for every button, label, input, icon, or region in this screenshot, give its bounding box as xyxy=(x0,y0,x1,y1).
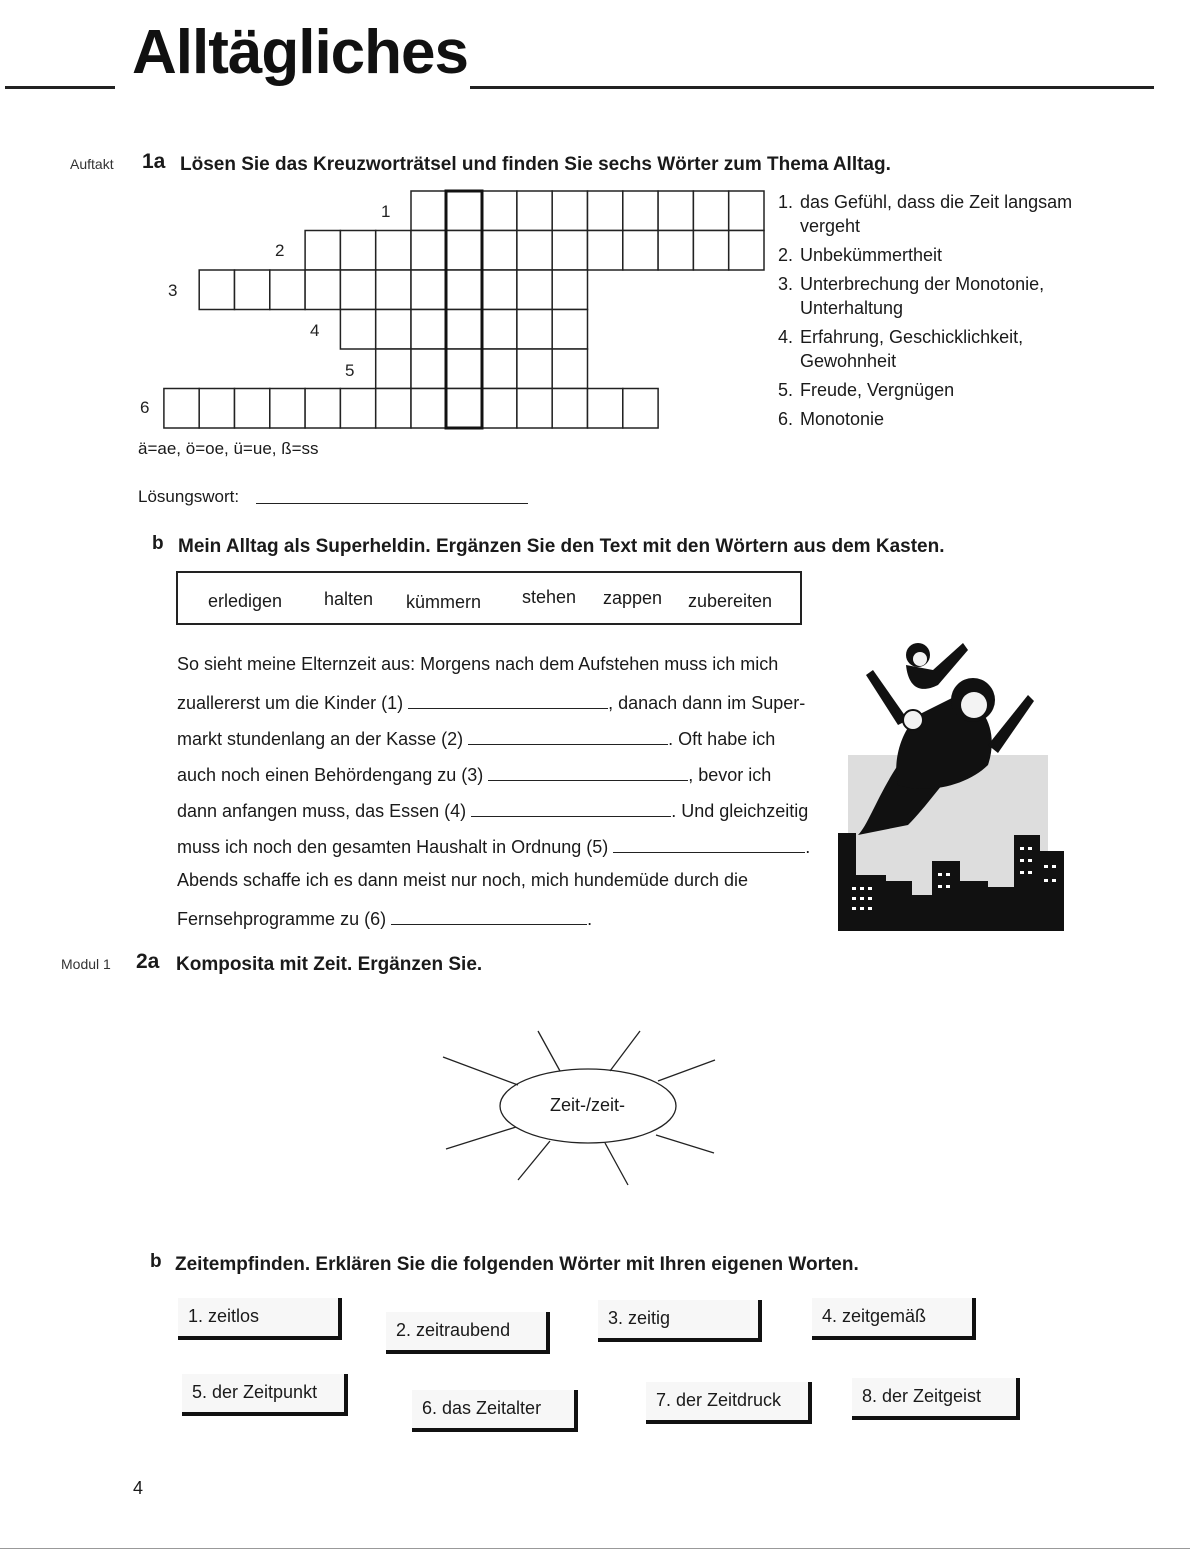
crossword-cell xyxy=(411,270,446,310)
word-card-zeitdruck[interactable]: 7. der Zeitdruck xyxy=(646,1382,812,1424)
clue-6: 6. Monotonie xyxy=(778,409,885,429)
crossword-cell xyxy=(693,191,728,231)
crossword-cell xyxy=(552,191,587,231)
crossword-cell xyxy=(588,231,623,271)
text-line-1: So sieht meine Elternzeit aus: Morgens nach dem Aufstehen muss ich mich xyxy=(177,654,779,674)
crossword-cell xyxy=(235,389,270,429)
section-label-auftakt: Auftakt xyxy=(70,156,114,172)
gap-3[interactable] xyxy=(488,762,688,781)
bottom-rule xyxy=(0,1548,1190,1549)
crossword-cell xyxy=(376,349,411,389)
crossword-cell xyxy=(376,310,411,350)
text-line-7: Abends schaffe ich es dann meist nur noch, mich hundemüde durch die xyxy=(177,870,749,890)
text-line-6: muss ich noch den gesamten Haushalt in Ordnung (5) . xyxy=(177,834,810,858)
word-map-ray xyxy=(518,1141,550,1180)
exercise-2b-heading: Zeitempfinden. Erklären Sie die folgenden Wörter mit Ihren eigenen Worten. xyxy=(175,1254,859,1275)
crossword-cell xyxy=(482,231,517,271)
text-line-2: zuallererst um die Kinder (1) , danach dann im Super- xyxy=(177,690,805,714)
crossword-cell xyxy=(340,270,375,310)
crossword-cell xyxy=(305,270,340,310)
crossword-cell xyxy=(411,231,446,271)
crossword-cell xyxy=(376,389,411,429)
word-card-zeitgeist[interactable]: 8. der Zeitgeist xyxy=(852,1378,1020,1420)
crossword-cell xyxy=(376,270,411,310)
word-erledigen: erledigen xyxy=(208,591,283,611)
page-number: 4 xyxy=(133,1478,144,1498)
crossword-cell xyxy=(552,270,587,310)
exercise-number-1a: 1a xyxy=(142,150,166,173)
crossword-cell xyxy=(588,191,623,231)
crossword-cell xyxy=(482,191,517,231)
crossword-cell xyxy=(552,389,587,429)
crossword-cell xyxy=(340,310,375,350)
crossword-cell xyxy=(517,270,552,310)
exercise-number-1b: b xyxy=(152,533,164,554)
clue-3: 3. Unterbrechung der Monotonie, Unterhaltung xyxy=(778,274,1045,318)
umlaut-note: ä=ae, ö=oe, ü=ue, ß=ss xyxy=(138,439,319,458)
solution-label: Lösungswort: xyxy=(138,487,240,506)
crossword-cell xyxy=(446,349,481,389)
word-zappen: zappen xyxy=(603,588,663,608)
text-line-3: markt stundenlang an der Kasse (2) . Oft habe ich xyxy=(177,726,775,750)
crossword-cell xyxy=(623,191,658,231)
crossword-cell xyxy=(235,270,270,310)
exercise-number-2b: b xyxy=(150,1251,162,1272)
crossword-cell xyxy=(376,231,411,271)
gap-6[interactable] xyxy=(391,906,587,925)
crossword-cell xyxy=(623,231,658,271)
crossword-cell xyxy=(270,389,305,429)
section-label-modul-1: Modul 1 xyxy=(61,956,111,972)
crossword-cell xyxy=(658,231,693,271)
crossword-cell xyxy=(729,191,764,231)
clue-2: 2. Unbekümmertheit xyxy=(778,245,943,265)
crossword-cell xyxy=(482,389,517,429)
gap-2[interactable] xyxy=(468,726,668,745)
crossword-cell xyxy=(517,310,552,350)
page-title: Alltägliches xyxy=(132,18,468,87)
crossword-number-3: 3 xyxy=(168,281,178,300)
text-line-4: auch noch einen Behördengang zu (3) , bevor ich xyxy=(177,762,771,786)
crossword-cell xyxy=(517,231,552,271)
crossword-cell xyxy=(552,231,587,271)
crossword-number-2: 2 xyxy=(275,241,285,260)
word-card-zeitpunkt[interactable]: 5. der Zeitpunkt xyxy=(182,1374,348,1416)
crossword-number-5: 5 xyxy=(345,361,355,380)
crossword-cell xyxy=(588,389,623,429)
word-map-ray xyxy=(443,1057,518,1085)
word-card-zeitlos[interactable]: 1. zeitlos xyxy=(178,1298,342,1340)
word-kuemmern: kümmern xyxy=(406,592,482,612)
crossword-cell xyxy=(446,389,481,429)
crossword-cell xyxy=(411,349,446,389)
crossword-cell xyxy=(199,270,234,310)
exercise-1a-heading: Lösen Sie das Kreuzworträtsel und finden Sie sechs Wörter zum Thema Alltag. xyxy=(180,154,891,175)
clue-1: 1. das Gefühl, dass die Zeit langsam vergeht xyxy=(778,192,1073,236)
gap-4[interactable] xyxy=(471,798,671,817)
gap-1[interactable] xyxy=(408,690,608,709)
crossword-cell xyxy=(340,389,375,429)
crossword-cell xyxy=(446,191,481,231)
word-map-ray xyxy=(610,1031,640,1071)
word-map-ray xyxy=(656,1135,714,1153)
crossword-cell xyxy=(517,191,552,231)
word-zubereiten: zubereiten xyxy=(688,591,773,611)
word-halten: halten xyxy=(324,589,374,609)
crossword-cell xyxy=(552,349,587,389)
crossword-cell xyxy=(411,191,446,231)
text-line-8: Fernsehprogramme zu (6) . xyxy=(177,906,592,930)
crossword-cell xyxy=(482,270,517,310)
crossword-clues xyxy=(778,190,1078,436)
word-map-ray xyxy=(538,1031,560,1071)
word-card-zeitraubend[interactable]: 2. zeitraubend xyxy=(386,1312,550,1354)
crossword-cell xyxy=(729,231,764,271)
crossword-cell xyxy=(517,349,552,389)
crossword-cell xyxy=(411,389,446,429)
crossword-cell xyxy=(411,310,446,350)
crossword-cell xyxy=(305,389,340,429)
clue-4: 4. Erfahrung, Geschicklichkeit, Gewohnheit xyxy=(778,327,1024,371)
word-card-zeitig[interactable]: 3. zeitig xyxy=(598,1300,762,1342)
exercise-1b-heading: Mein Alltag als Superheldin. Ergänzen Sie den Text mit den Wörtern aus dem Kasten. xyxy=(178,536,945,557)
word-map-center-label: Zeit-/zeit- xyxy=(550,1095,626,1115)
crossword-number-1: 1 xyxy=(381,202,391,221)
word-map-ray xyxy=(658,1060,715,1081)
solution-answer-line[interactable] xyxy=(256,503,528,504)
exercise-number-2a: 2a xyxy=(136,950,160,973)
crossword-cell xyxy=(482,310,517,350)
crossword-cell xyxy=(517,389,552,429)
clue-5: 5. Freude, Vergnügen xyxy=(778,380,955,400)
crossword-cell xyxy=(446,231,481,271)
gap-5[interactable] xyxy=(613,834,805,853)
crossword-cell xyxy=(446,310,481,350)
crossword-cell xyxy=(693,231,728,271)
word-card-zeitalter[interactable]: 6. das Zeitalter xyxy=(412,1390,578,1432)
crossword-cell xyxy=(164,389,199,429)
crossword-cell xyxy=(199,389,234,429)
crossword-cell xyxy=(658,191,693,231)
word-card-zeitgemaess[interactable]: 4. zeitgemäß xyxy=(812,1298,976,1340)
word-map-ray xyxy=(605,1143,628,1185)
crossword-cell xyxy=(552,310,587,350)
crossword-cell xyxy=(305,231,340,271)
superheroine-illustration xyxy=(838,625,1064,933)
crossword-cell xyxy=(446,270,481,310)
crossword-cell xyxy=(270,270,305,310)
exercise-2a-heading: Komposita mit Zeit. Ergänzen Sie. xyxy=(176,954,483,975)
crossword-cell xyxy=(340,231,375,271)
word-stehen: stehen xyxy=(522,587,577,607)
word-map-ray xyxy=(446,1127,516,1149)
crossword-cell xyxy=(623,389,658,429)
word-box xyxy=(176,571,802,625)
crossword-number-4: 4 xyxy=(310,321,320,340)
crossword-number-6: 6 xyxy=(140,398,150,417)
crossword-cell xyxy=(482,349,517,389)
text-line-5: dann anfangen muss, das Essen (4) . Und gleichzeitig xyxy=(177,798,808,822)
